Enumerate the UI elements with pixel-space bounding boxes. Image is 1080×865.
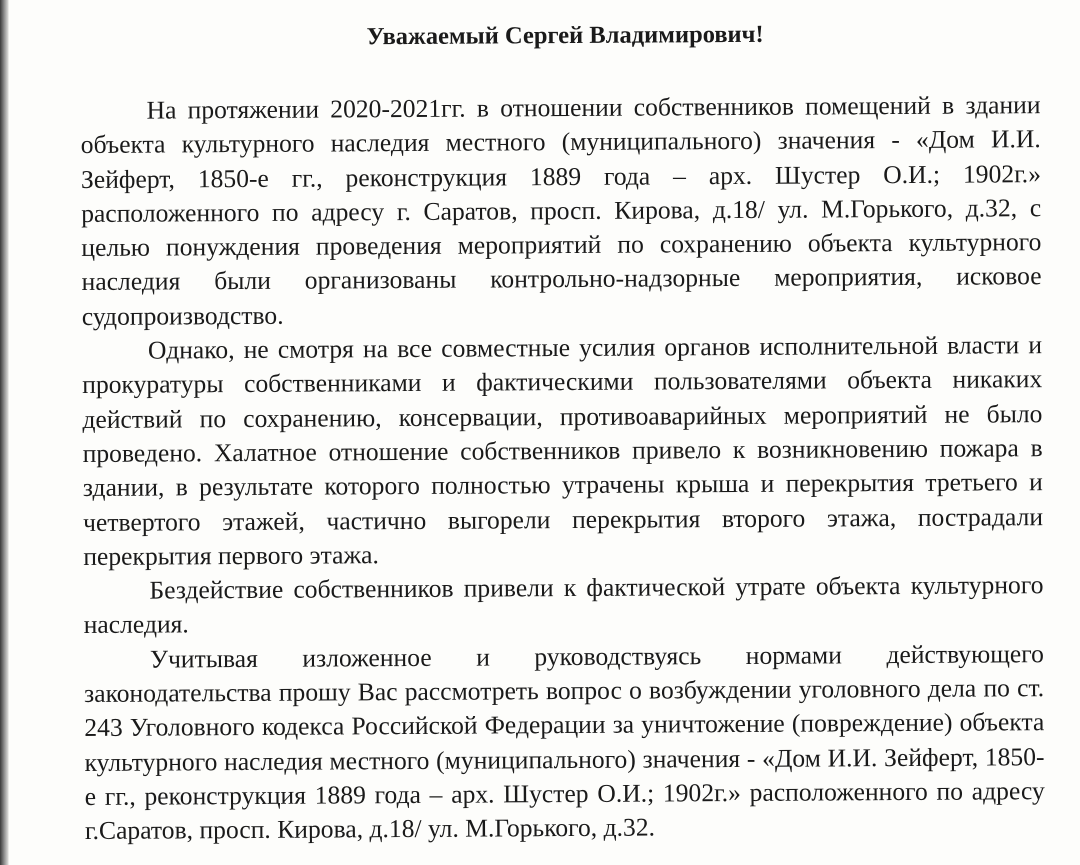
- paragraph-control-measures: На протяжении 2020-2021гг. в отношении собственников помещений в здании объекта культурного наследия местного (муниципального) значения - «Дом И.И. Зейферт, 1850-е гг., реконструкция 1889 года – арх. Шустер О.И.; 1902г.» расположенного по адресу г. Саратов, просп. Кирова, д.18/ ул. М.Горького, д.32, с целью понуждения проведения мероприятий по сохранению объекта культурного наследия были организованы контрольно-надзорные мероприятия, исковое судопроизводство.: [80, 90, 1042, 331]
- salutation-heading: Уважаемый Сергей Владимирович!: [366, 20, 764, 51]
- page-edge-shadow: [0, 0, 9, 865]
- paragraph-owners-inaction-fire: Однако, не смотря на все совместные усилия органов исполнительной власти и прокуратуры собственниками и фактическими пользователями объекта никаких действий по сохранению, консервации, противоаварийных мероприятий не было проведено. Халатное отношение собственников привело к возникновению пожара в здании, в результате которого полностью утрачены крыша и перекрытия третьего и четвертого этажей, частично выгорели перекрытия второго этажа, пострадали перекрытия первого этажа.: [82, 330, 1044, 571]
- letter-body: [80, 16, 1045, 848]
- paragraph-request-criminal-case: Учитывая изложенное и руководствуясь нормами действующего законодательства прошу Вас рассмотреть вопрос о возбуждении уголовного дела по ст. 243 Уголовного кодекса Российской Федерации за уничтожение (повреждение) объекта культурного наследия местного (муниципального) значения - «Дом И.И. Зейферт, 1850-е гг., реконструкция 1889 года – арх. Шустер О.И.; 1902г.» расположенного по адресу г.Саратов, просп. Кирова, д.18/ ул. М.Горького, д.32.: [84, 638, 1045, 846]
- paragraph-loss-of-heritage: Бездействие собственников привели к фактической утрате объекта культурного наследия.: [83, 570, 1044, 640]
